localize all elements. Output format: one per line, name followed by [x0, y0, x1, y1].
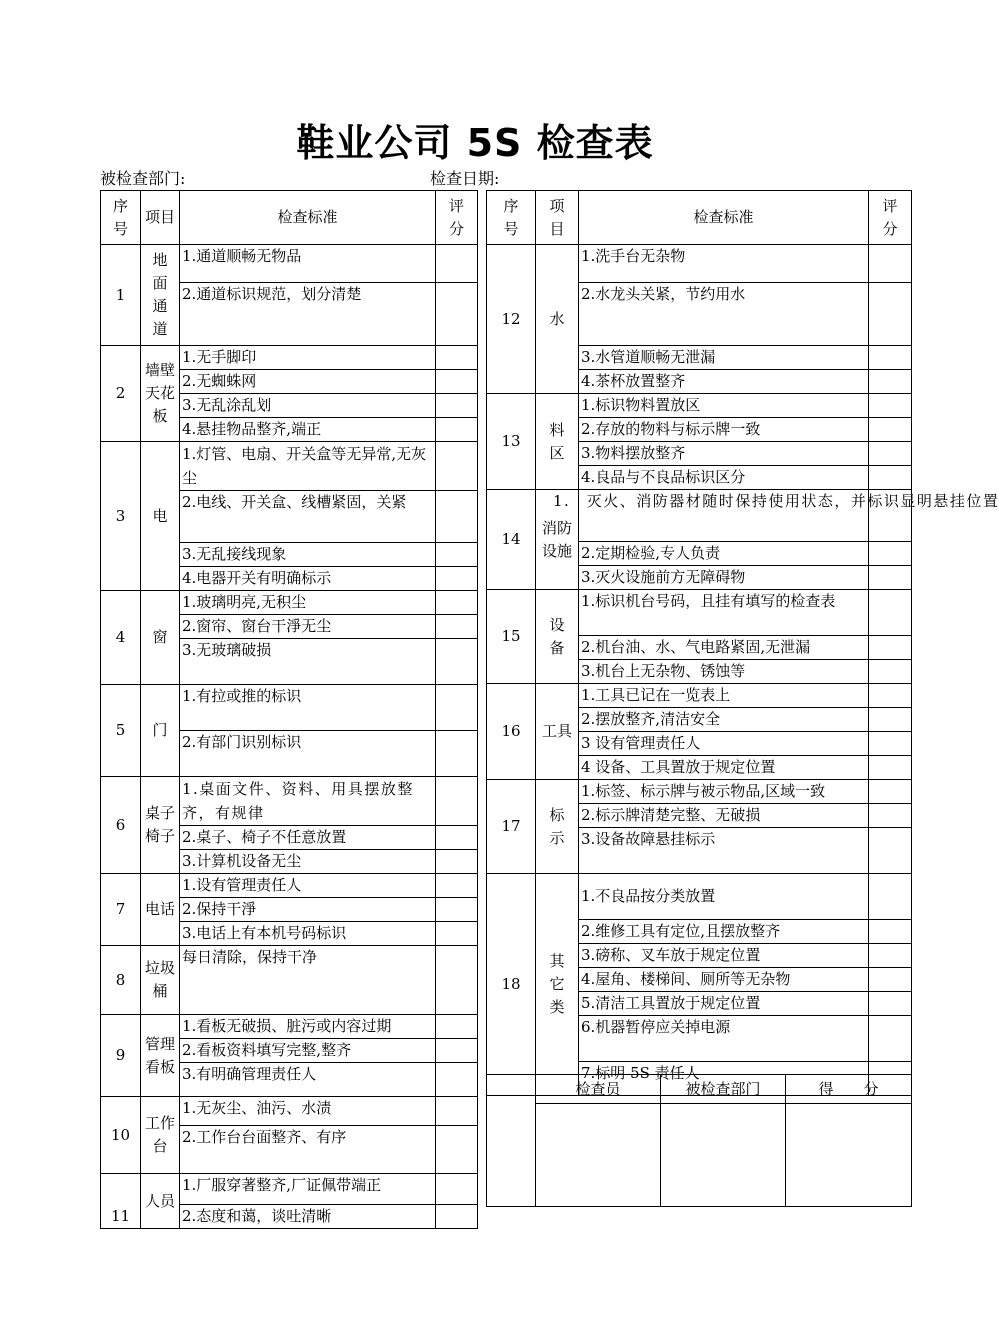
table-row: [101, 685, 478, 731]
table-row: [101, 591, 478, 615]
criterion: 1.桌面文件、资料、用具摆放整齐，有规律: [180, 777, 436, 826]
score-cell[interactable]: [436, 731, 478, 777]
blank-cell: [487, 1075, 536, 1207]
criterion: 3.物料摆放整齐: [579, 442, 869, 466]
row-item: 消防 设施: [536, 490, 579, 590]
score-cell[interactable]: [869, 466, 912, 490]
criterion: 3.无乱涂乱划: [180, 394, 436, 418]
criterion: 4.屋角、楼梯间、厕所等无杂物: [579, 968, 869, 992]
row-number: 6: [101, 777, 141, 874]
table-row: [101, 245, 478, 283]
criterion: 2.工作台台面整齐、有序: [180, 1126, 436, 1174]
score-cell[interactable]: [436, 685, 478, 731]
score-cell[interactable]: [869, 732, 912, 756]
row-number: 3: [101, 442, 141, 591]
table-row: [101, 442, 478, 491]
row-item: 料 区: [536, 394, 579, 490]
criterion: 1.玻璃明亮,无积尘: [180, 591, 436, 615]
score-cell[interactable]: [869, 590, 912, 636]
criterion: 6.机器暂停应关掉电源: [579, 1016, 869, 1062]
criterion: 4.电器开关有明确标示: [180, 567, 436, 591]
row-item: 其 它 类: [536, 874, 579, 1096]
left-checklist-table: [100, 190, 478, 1229]
row-number: 16: [487, 684, 536, 780]
score-cell[interactable]: [869, 418, 912, 442]
criterion: 3.机台上无杂物、锈蚀等: [579, 660, 869, 684]
criterion: 2.无蜘蛛网: [180, 370, 436, 394]
score-cell[interactable]: [436, 370, 478, 394]
table-row: [101, 946, 478, 1015]
table-row: [101, 874, 478, 898]
table-row: [487, 394, 912, 418]
score-cell[interactable]: [869, 245, 912, 283]
score-cell[interactable]: [436, 567, 478, 591]
criterion: 2.机台油、水、气电路紧固,无泄漏: [579, 636, 869, 660]
table-row: [101, 1097, 478, 1126]
row-number: 15: [487, 590, 536, 684]
score-cell[interactable]: [436, 946, 478, 1015]
table-row: [101, 777, 478, 826]
row-item: 窗: [141, 591, 180, 685]
criterion: 3.无玻璃破损: [180, 639, 436, 685]
row-number: 9: [101, 1015, 141, 1097]
criterion: 1.工具已记在一览表上: [579, 684, 869, 708]
criterion: 每日清除，保持干净: [180, 946, 436, 1015]
score-cell[interactable]: [869, 874, 912, 920]
criterion: 3.有明确管理责任人: [180, 1063, 436, 1097]
row-number: 11: [101, 1174, 141, 1229]
table-row: [101, 1174, 478, 1205]
row-number: 2: [101, 346, 141, 442]
total-score-field[interactable]: [786, 1104, 912, 1207]
row-item: 标 示: [536, 780, 579, 874]
right-checklist-table: [486, 190, 999, 1096]
criterion: 1.看板无破损、脏污或内容过期: [180, 1015, 436, 1039]
criterion: 2.通道标识规范，划分清楚: [180, 283, 436, 346]
score-cell[interactable]: [436, 346, 478, 370]
criterion: 2.水龙头关紧，节约用水: [579, 283, 869, 346]
score-cell[interactable]: [436, 591, 478, 615]
score-cell[interactable]: [436, 1063, 478, 1097]
score-cell[interactable]: [436, 543, 478, 567]
score-cell[interactable]: [436, 615, 478, 639]
score-cell[interactable]: [869, 346, 912, 370]
inspected-dept-signature-field[interactable]: [661, 1104, 786, 1207]
col-item-header: 项目: [141, 191, 180, 245]
criterion: 1.不良品按分类放置: [579, 874, 869, 920]
score-cell[interactable]: [436, 1126, 478, 1174]
score-cell[interactable]: [436, 1015, 478, 1039]
inspected-dept-label: 被检查部门:: [100, 169, 186, 188]
score-cell[interactable]: [869, 636, 912, 660]
table-row: [487, 684, 912, 708]
row-item: 设 备: [536, 590, 579, 684]
score-cell[interactable]: [436, 922, 478, 946]
table-row: [487, 874, 912, 920]
row-item: 电话: [141, 874, 180, 946]
row-number: 10: [101, 1097, 141, 1174]
score-cell[interactable]: [436, 777, 478, 826]
criterion: 2.定期检验,专人负责: [579, 542, 869, 566]
row-item: 工作 台: [141, 1097, 180, 1174]
score-cell[interactable]: [869, 992, 912, 1016]
score-cell[interactable]: [869, 370, 912, 394]
signoff-table: [486, 1074, 912, 1207]
col-score-header: 评 分: [436, 191, 478, 245]
row-number: 14: [487, 490, 536, 590]
page-title: 鞋业公司 5S 检查表: [296, 121, 654, 165]
score-cell[interactable]: [869, 920, 912, 944]
row-item: 桌子 椅子: [141, 777, 180, 874]
score-cell[interactable]: [869, 708, 912, 732]
row-number: 7: [101, 874, 141, 946]
score-cell[interactable]: [436, 826, 478, 850]
criterion: 2.态度和蔼，谈吐清晰: [180, 1205, 436, 1229]
row-item: 垃圾 桶: [141, 946, 180, 1015]
criterion: 1.通道顺畅无物品: [180, 245, 436, 283]
score-cell[interactable]: [436, 1039, 478, 1063]
score-cell[interactable]: [869, 968, 912, 992]
col-standard-header: 检查标准: [579, 191, 869, 245]
criterion: 2.标示牌清楚完整、无破损: [579, 804, 869, 828]
table-row: [101, 346, 478, 370]
score-cell[interactable]: [869, 756, 912, 780]
row-number: 8: [101, 946, 141, 1015]
criterion: 1.标识物料置放区: [579, 394, 869, 418]
row-number: 12: [487, 245, 536, 394]
col-score-header: 评 分: [869, 191, 912, 245]
row-item: 墙壁 天花 板: [141, 346, 180, 442]
criterion: 3.水管道顺畅无泄漏: [579, 346, 869, 370]
criterion: 5.清洁工具置放于规定位置: [579, 992, 869, 1016]
score-cell[interactable]: [436, 874, 478, 898]
score-cell[interactable]: [436, 639, 478, 685]
criterion: 2.电线、开关盒、线槽紧固，关紧: [180, 491, 436, 543]
score-cell[interactable]: [869, 542, 912, 566]
criterion: 1.标识机台号码，且挂有填写的检查表: [579, 590, 869, 636]
criterion: 2.存放的物料与标示牌一致: [579, 418, 869, 442]
score-cell[interactable]: [436, 283, 478, 346]
score-cell[interactable]: [869, 394, 912, 418]
criterion: 1.无灰尘、油污、水渍: [180, 1097, 436, 1126]
criterion: 4.悬挂物品整齐,端正: [180, 418, 436, 442]
score-cell[interactable]: [436, 1205, 478, 1229]
score-cell[interactable]: [436, 1097, 478, 1126]
criterion: 4.茶杯放置整齐: [579, 370, 869, 394]
criterion: 1.无手脚印: [180, 346, 436, 370]
score-cell[interactable]: [869, 684, 912, 708]
row-item: 地 面 通 道: [141, 245, 180, 346]
row-number: 13: [487, 394, 536, 490]
score-cell[interactable]: [869, 780, 912, 804]
row-number: 1: [101, 245, 141, 346]
score-cell[interactable]: [869, 944, 912, 968]
criterion: 1.洗手台无杂物: [579, 245, 869, 283]
row-item: 工具: [536, 684, 579, 780]
row-item: 门: [141, 685, 180, 777]
score-cell[interactable]: [869, 660, 912, 684]
table-row: [487, 245, 912, 283]
inspection-date-label: 检查日期:: [430, 169, 500, 188]
score-cell[interactable]: [436, 1174, 478, 1205]
score-cell[interactable]: [869, 442, 912, 466]
col-seq-header: 序 号: [101, 191, 141, 245]
criterion: 3 设有管理责任人: [579, 732, 869, 756]
criterion: 2.摆放整齐,清洁安全: [579, 708, 869, 732]
criterion: 3.计算机设备无尘: [180, 850, 436, 874]
row-number: 4: [101, 591, 141, 685]
inspector-header: 检查员: [536, 1075, 661, 1104]
table-row: [487, 490, 912, 542]
col-item-header: 项 目: [536, 191, 579, 245]
criterion: 4 设备、工具置放于规定位置: [579, 756, 869, 780]
criterion: 3.磅称、叉车放于规定位置: [579, 944, 869, 968]
inspected-dept-header: 被检查部门: [661, 1075, 786, 1104]
row-item: 水: [536, 245, 579, 394]
row-item: 人员: [141, 1174, 180, 1229]
table-row: [487, 780, 912, 804]
score-cell[interactable]: [869, 828, 912, 874]
criterion: 1.灯管、电扇、开关盒等无异常,无灰尘: [180, 442, 436, 491]
score-cell[interactable]: [869, 804, 912, 828]
score-cell[interactable]: [436, 491, 478, 543]
criterion: 3.设备故障悬挂标示: [579, 828, 869, 874]
score-cell[interactable]: [436, 850, 478, 874]
score-cell[interactable]: [436, 442, 478, 491]
row-number: 18: [487, 874, 536, 1096]
criterion: 2.有部门识别标识: [180, 731, 436, 777]
criterion: 1.设有管理责任人: [180, 874, 436, 898]
criterion: 1. 灭火、消防器材随时保持使用状态，并标识显明悬挂位置: [579, 490, 869, 542]
score-cell[interactable]: [869, 566, 912, 590]
table-row: [101, 1015, 478, 1039]
criterion: 2.桌子、椅子不任意放置: [180, 826, 436, 850]
row-number: 17: [487, 780, 536, 874]
score-cell[interactable]: [436, 394, 478, 418]
criterion: 2.保持干淨: [180, 898, 436, 922]
criterion: 7.标明 5S 责任人: [579, 1062, 869, 1096]
score-cell[interactable]: [436, 418, 478, 442]
table-row: [487, 590, 912, 636]
table-header-row: [101, 191, 478, 245]
inspector-signature-field[interactable]: [536, 1104, 661, 1207]
score-cell[interactable]: [869, 283, 912, 346]
table-header-row: [487, 191, 912, 245]
col-standard-header: 检查标准: [180, 191, 436, 245]
criterion: 2.窗帘、窗台干淨无尘: [180, 615, 436, 639]
criterion: 4.良品与不良品标识区分: [579, 466, 869, 490]
row-item: 电: [141, 442, 180, 591]
row-item: 管理 看板: [141, 1015, 180, 1097]
criterion: 1.厂服穿著整齐,厂证佩带端正: [180, 1174, 436, 1205]
criterion: 1.有拉或推的标识: [180, 685, 436, 731]
criterion: 3.灭火设施前方无障碍物: [579, 566, 869, 590]
criterion: 3.无乱接线现象: [180, 543, 436, 567]
score-cell[interactable]: [869, 1016, 912, 1062]
score-cell[interactable]: [436, 245, 478, 283]
score-header: 得 分: [786, 1075, 912, 1104]
criterion: 2.看板资料填写完整,整齐: [180, 1039, 436, 1063]
col-seq-header: 序 号: [487, 191, 536, 245]
score-cell[interactable]: [436, 898, 478, 922]
criterion: 2.维修工具有定位,且摆放整齐: [579, 920, 869, 944]
row-number: 5: [101, 685, 141, 777]
criterion: 1.标签、标示牌与被示物品,区域一致: [579, 780, 869, 804]
criterion: 3.电话上有本机号码标识: [180, 922, 436, 946]
